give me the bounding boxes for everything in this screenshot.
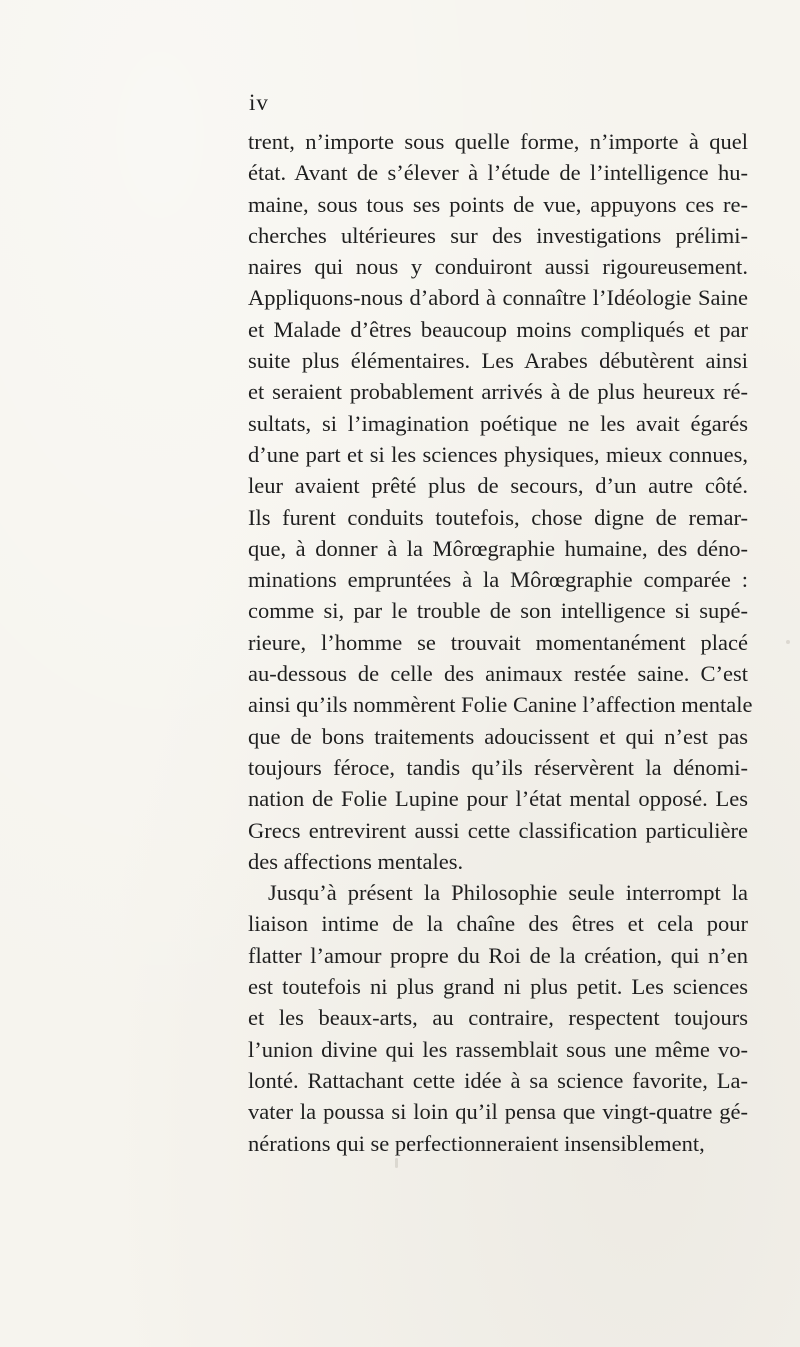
text-line: Appliquons-nous d’abord à connaître l’Idéologie Saine bbox=[248, 285, 748, 311]
text-line: Ils furent conduits toutefois, chose digne de remar- bbox=[248, 504, 748, 530]
text-line: rieure, l’homme se trouvait momentanément placé bbox=[248, 629, 748, 655]
text-line: est toutefois ni plus grand ni plus petit. Les sciences bbox=[248, 974, 748, 1000]
paper-blemish bbox=[786, 640, 790, 644]
text-line: état. Avant de s’élever à l’étude de l’intelligence hu- bbox=[248, 160, 748, 186]
text-line: toujours féroce, tandis qu’ils réservèrent la dénomi- bbox=[248, 754, 748, 780]
page-number: iv bbox=[249, 90, 269, 115]
body-text bbox=[248, 126, 753, 1159]
text-line: Jusqu’à présent la Philosophie seule interrompt la bbox=[268, 880, 748, 906]
text-line: des affections mentales. bbox=[248, 848, 464, 874]
text-line: leur avaient prêté plus de secours, d’un autre côté. bbox=[248, 473, 748, 499]
text-line: vater la poussa si loin qu’il pensa que vingt-quatre gé- bbox=[248, 1099, 748, 1125]
text-line: cherches ultérieures sur des investigations prélimi- bbox=[248, 222, 748, 248]
text-line: suite plus élémentaires. Les Arabes débutèrent ainsi bbox=[248, 348, 748, 374]
text-line: nérations qui se perfectionneraient insensiblement, bbox=[248, 1130, 705, 1156]
text-line: et les beaux-arts, au contraire, respectent toujours bbox=[248, 1005, 748, 1031]
paper-blemish bbox=[395, 1158, 398, 1168]
text-line: et seraient probablement arrivés à de plus heureux ré- bbox=[248, 379, 748, 405]
text-line: minations empruntées à la Môrœgraphie comparée : bbox=[248, 567, 748, 593]
text-line: au-dessous de celle des animaux restée saine. C’est bbox=[248, 661, 748, 687]
text-line: et Malade d’êtres beaucoup moins compliqués et par bbox=[248, 316, 748, 342]
text-line: que de bons traitements adoucissent et qui n’est pas bbox=[248, 723, 748, 749]
text-line: trent, n’importe sous quelle forme, n’importe à quel bbox=[248, 129, 748, 154]
text-line: naires qui nous y conduiront aussi rigoureusement. bbox=[248, 254, 748, 280]
text-line: que, à donner à la Môrœgraphie humaine, des déno- bbox=[248, 535, 748, 561]
text-line: ainsi qu’ils nommèrent Folie Canine l’affection mentale bbox=[248, 692, 753, 718]
text-line: lonté. Rattachant cette idée à sa science favorite, La- bbox=[248, 1067, 748, 1093]
text-line: l’union divine qui les rassemblait sous une même vo- bbox=[248, 1036, 748, 1062]
text-line: sultats, si l’imagination poétique ne les avait égarés bbox=[248, 410, 748, 436]
text-line: liaison intime de la chaîne des êtres et cela pour bbox=[248, 911, 748, 937]
text-line: flatter l’amour propre du Roi de la création, qui n’en bbox=[248, 942, 748, 968]
text-line: nation de Folie Lupine pour l’état mental opposé. Les bbox=[248, 786, 748, 812]
text-line: d’une part et si les sciences physiques, mieux connues, bbox=[248, 441, 748, 467]
text-line: comme si, par le trouble de son intelligence si supé- bbox=[248, 598, 748, 624]
text-line: Grecs entrevirent aussi cette classification particulière bbox=[248, 817, 748, 843]
text-line: maine, sous tous ses points de vue, appuyons ces re- bbox=[248, 191, 748, 217]
